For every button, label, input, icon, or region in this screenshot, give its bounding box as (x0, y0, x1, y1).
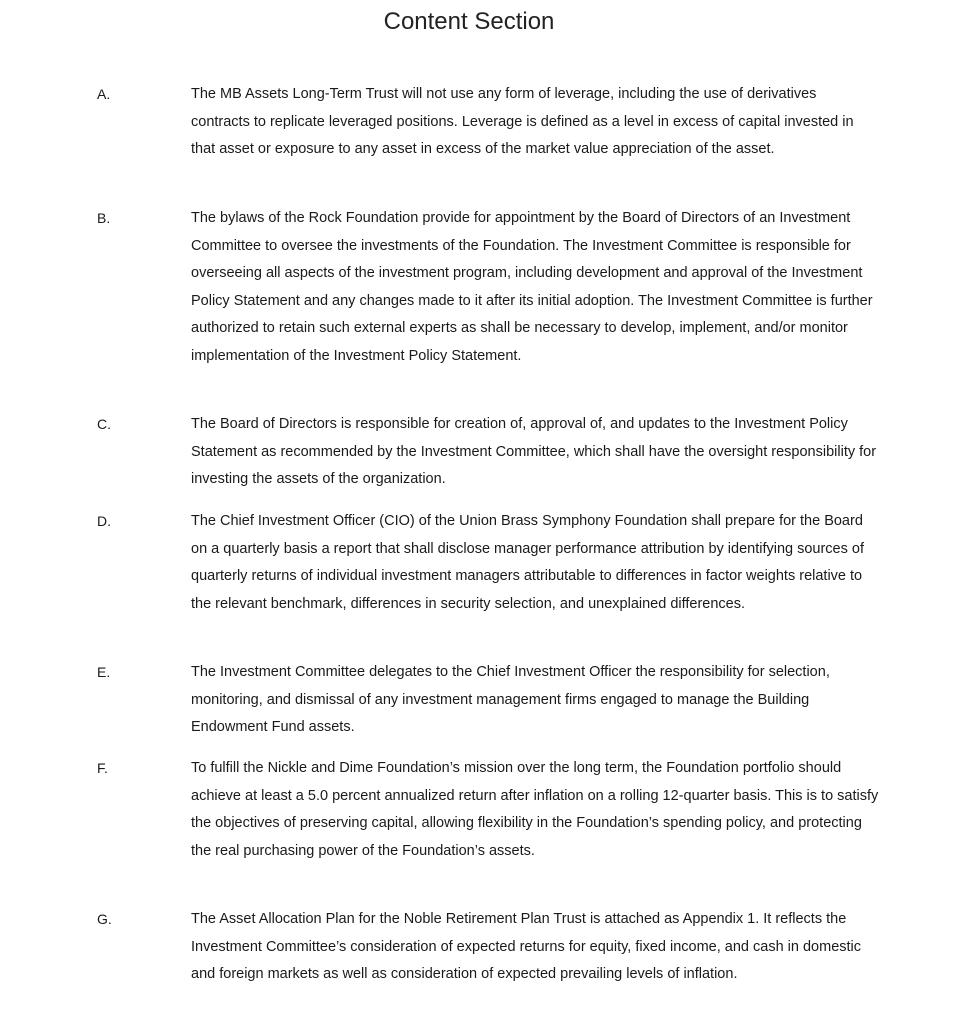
section-text: To fulfill the Nickle and Dime Foundation’s mission over the long term, the Foundation portfolio should achieve at least a 5.0 percent annualized return after inflation on a rolling 12-quarter basis. This is to satisfy the objectives of preserving capital, allowing flexibility in the Foundation’s spending policy, and protecting the real purchasing power of the Foundation’s assets. (191, 760, 879, 859)
section-text: The Asset Allocation Plan for the Noble Retirement Plan Trust is attached as Appendix 1. It reflects the Investment Committee’s consideration of expected returns for equity, fixed income, and cash in domestic and foreign markets as well as consideration of expected prevailing levels of inflation. (191, 911, 862, 982)
section-text: The bylaws of the Rock Foundation provide for appointment by the Board of Directors of an Investment Committee to oversee the investments of the Foundation. The Investment Committee is responsible for overseeing all aspects of the investment program, including development and approval of the Investment Policy Statement and any changes made to it after its initial adoption. The Investment Committee is further authorized to retain such external experts as shall be necessary to develop, implement, and/or monitor implementation of the Investment Policy Statement. (191, 210, 873, 364)
page-title: Content Section (383, 8, 555, 35)
section-label: F. (97, 760, 108, 776)
section-text: The Board of Directors is responsible for creation of, approval of, and updates to the Investment Policy Statement as recommended by the Investment Committee, which shall have the oversight responsibility for investing the assets of the organization. (191, 416, 877, 487)
section-label: D. (97, 513, 111, 529)
section-label: C. (97, 416, 111, 432)
section-text: The Investment Committee delegates to the Chief Investment Officer the responsibility for selection, monitoring, and dismissal of any investment management firms engaged to manage the Building Endowment Fund assets. (191, 664, 830, 735)
section-label: A. (97, 86, 111, 102)
section-text: The MB Assets Long-Term Trust will not use any form of leverage, including the use of derivatives contracts to replicate leveraged positions. Leverage is defined as a level in excess of capital invested in that asset or exposure to any asset in excess of the market value appreciation of the asset. (191, 86, 854, 157)
section-label: E. (97, 664, 111, 680)
section-label: G. (97, 911, 112, 927)
section-text: The Chief Investment Officer (CIO) of the Union Brass Symphony Foundation shall prepare for the Board on a quarterly basis a report that shall disclose manager performance attribution by identifying sources of quarterly returns of individual investment managers attributable to differences in factor weights relative to the relevant benchmark, differences in security selection, and unexplained differences. (191, 513, 864, 612)
section-label: B. (97, 210, 111, 226)
